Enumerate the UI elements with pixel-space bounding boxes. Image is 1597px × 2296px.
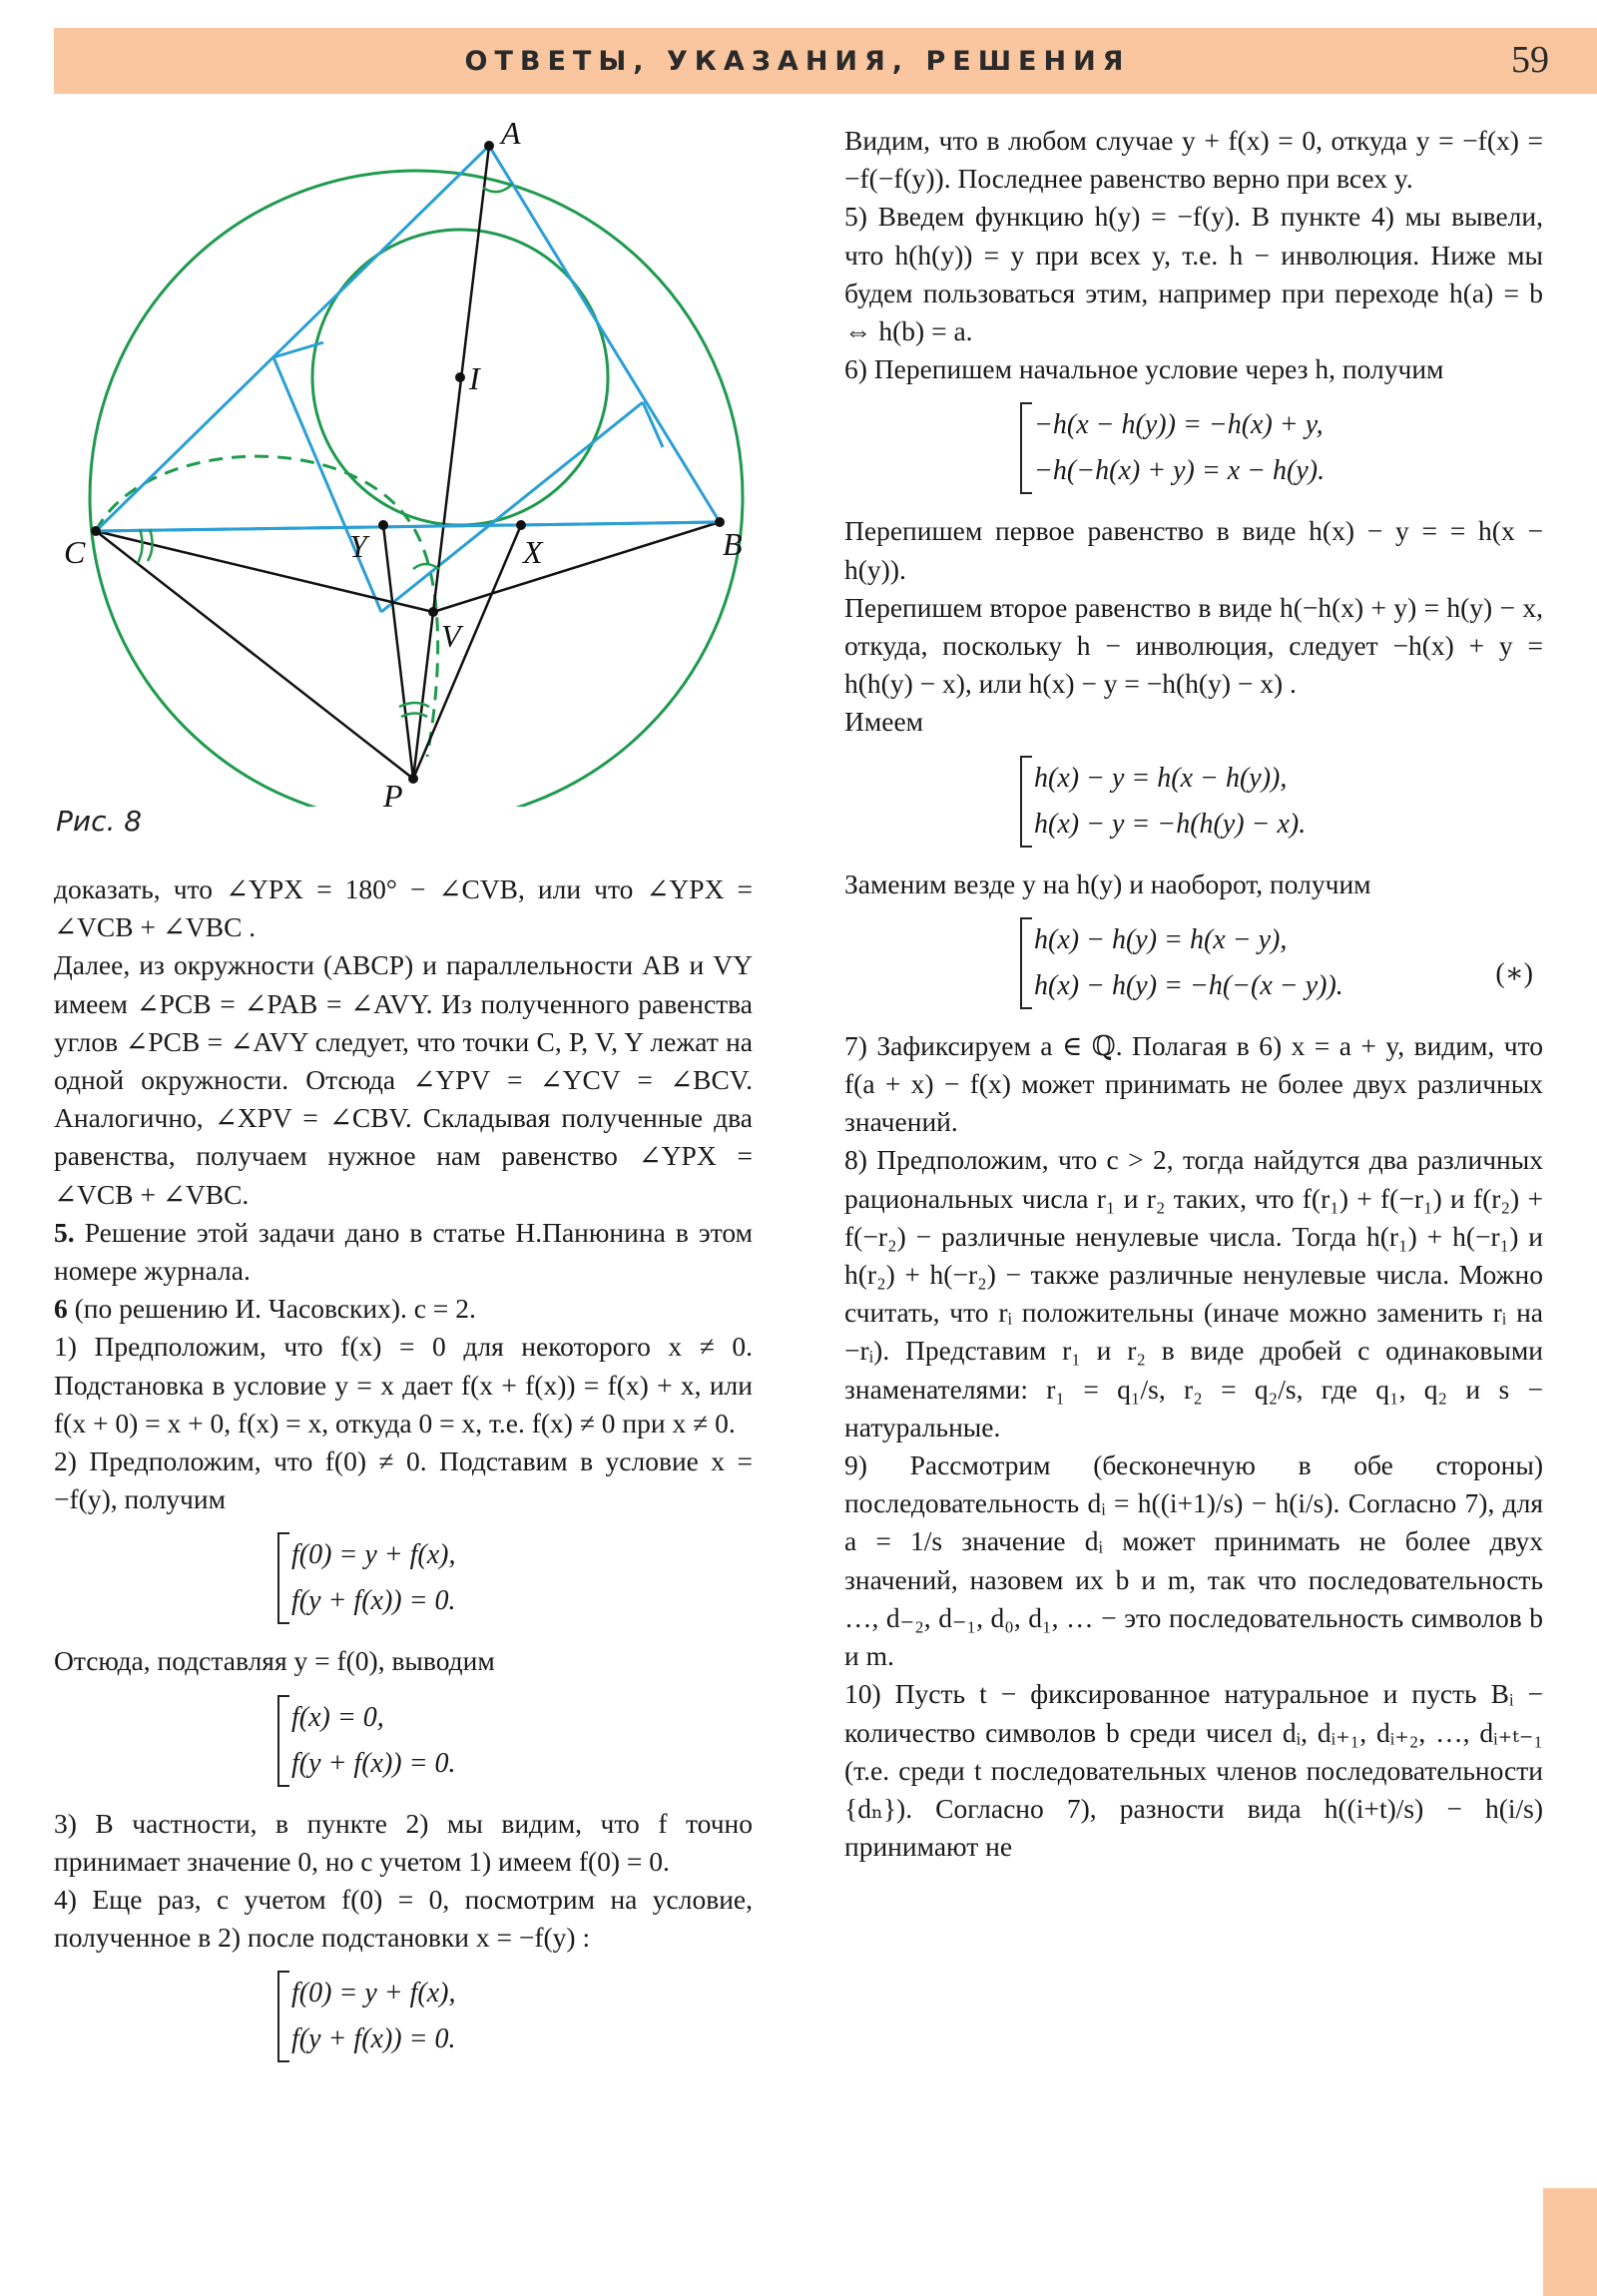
left-column (54, 870, 753, 2080)
circumcircle (90, 171, 743, 807)
problem-number: 5. (54, 1216, 75, 1248)
line-yp (383, 525, 413, 779)
page-number: 59 (1511, 39, 1549, 81)
page-corner-tab (1543, 2188, 1597, 2296)
paragraph: Заменим везде y на h(y) и наоборот, получим (844, 867, 1371, 899)
label-b: B (723, 526, 743, 562)
paragraph: 3) В частности, в пункте 2) мы видим, что f точно принимает значение 0, но с учетом 1) имеем f(0) = 0. (54, 1807, 753, 1877)
paragraph: Видим, что в любом случае y + f(x) = 0, откуда y = −f(x) = −f(−f(y)). Последнее равенство верно при всех y. (844, 125, 1543, 195)
label-a: A (501, 115, 521, 151)
paragraph: 9) Рассмотрим (бесконечную в обе стороны) последовательность dᵢ = h((i+1)/s) − h(i/s). Согласно 7), для a = 1/s значение dᵢ может принимать не более двух значений, назовем их b и m, так что последовательность …, d₋₂, d₋₁, d₀, d₁, … − это последовательность символов b и m. (844, 1449, 1543, 1672)
tangent-segment-2 (381, 402, 643, 612)
geometry-figure (54, 108, 773, 807)
label-y: Y (349, 528, 367, 564)
tangent-segment-1 (273, 357, 381, 612)
paragraph: 4) Еще раз, с учетом f(0) = 0, посмотрим на условие, полученное в 2) после подстановки x = −f(y) : (54, 1884, 753, 1954)
angle-mark-c (138, 529, 143, 563)
paragraph: 1) Предположим, что f(x) = 0 для некоторого x ≠ 0. Подстановка в условие y = x дает f(x + f(x)) = f(x) + x, или f(x + 0) = x + 0, f(x) = x, откуда 0 = x, т.е. f(x) ≠ 0 при x ≠ 0. (54, 1331, 753, 1438)
paragraph: 10) Пусть t − фиксированное натуральное и пусть Bᵢ − количество символов b среди чисел dᵢ, dᵢ₊₁, dᵢ₊₂, …, dᵢ₊ₜ₋₁ (т.е. среди t последовательных членов последовательности {dₙ}). Согласно 7), разности вида h((i+t)/s) − h(i/s) принимают не (844, 1678, 1543, 1863)
label-v: V (441, 618, 461, 654)
problem-number: 6 (54, 1293, 68, 1325)
label-p: P (383, 778, 403, 807)
point-v (428, 607, 438, 617)
paragraph: 5. Решение этой задачи дано в статье Н.Панюнина в этом номере журнала. (54, 1216, 753, 1287)
paragraph: Перепишем второе равенство в виде h(−h(x) + y) = h(y) − x, откуда, поскольку h − инволюция, следует −h(x) + y = h(h(y) − x), или h(x) − y = −h(h(y) − x) . (844, 591, 1543, 700)
paragraph: Имеем (844, 706, 924, 738)
paragraph: 2) Предположим, что f(0) ≠ 0. Подставим в условие x = −f(y), получим (54, 1445, 753, 1515)
equation-system: f(0) = y + f(x), f(y + f(x)) = 0. (277, 1532, 753, 1624)
figure-caption: Рис. 8 (56, 805, 143, 838)
paragraph: доказать, что ∠YPX = 180° − ∠CVB, или что ∠YPX = ∠VCB + ∠VBC . (54, 873, 753, 943)
equation-label: (∗) (1495, 957, 1533, 989)
label-x: X (523, 534, 543, 570)
paragraph: Перепишем первое равенство в виде h(x) − y = = h(x − h(y)). (844, 515, 1543, 585)
equation-system: f(0) = y + f(x), f(y + f(x)) = 0. (277, 1971, 753, 2062)
point-x (516, 520, 526, 530)
paragraph: 6) Перепишем начальное условие через h, получим (844, 353, 1444, 385)
label-i: I (469, 360, 480, 396)
triangle-abc (96, 146, 720, 531)
equation-system: h(x) − y = h(x − h(y)), h(x) − y = −h(h(y) − x). (1020, 756, 1543, 848)
equation-system: h(x) − h(y) = h(x − y), h(x) − h(y) = −h(−(x − y)). (1020, 917, 1543, 1009)
paragraph: 8) Предположим, что c > 2, тогда найдутся два различных рациональных числа r₁ и r₂ таких, что f(r₁) + f(−r₁) и f(r₂) + f(−r₂) − различные ненулевые числа. Тогда h(r₁) + h(−r₁) и h(r₂) + h(−r₂) − также различные ненулевые числа. Можно считать, что rᵢ положительны (иначе можно заменить rᵢ на −rᵢ). Представим r₁ и r₂ в виде дробей с одинаковыми знаменателями: r₁ = q₁/s, r₂ = q₂/s, где q₁, q₂ и s − натуральные. (844, 1144, 1543, 1442)
point-c (91, 526, 101, 536)
equation-row (844, 917, 1543, 1009)
angle-mark-p2 (401, 714, 427, 718)
paragraph: 5) Введем функцию h(y) = −f(y). В пункте 4) мы вывели, что h(h(y)) = y при всех y, т.е. h − инволюция. Ниже мы будем пользоваться этим, например при переходе h(a) = b ⇔ h(b) = a. (844, 201, 1543, 347)
point-a (484, 141, 494, 151)
equation-system: f(x) = 0, f(y + f(x)) = 0. (277, 1695, 753, 1787)
equation-system: −h(x − h(y)) = −h(x) + y, −h(−h(x) + y) = x − h(y). (1020, 402, 1543, 494)
paragraph: Далее, из окружности (ABCP) и параллельности AB и VY имеем ∠PCB = ∠PAB = ∠AVY. Из полученного равенства углов ∠PCB = ∠AVY следует, что точки C, P, V, Y лежат на одной окружности. Отсюда ∠YPV = ∠YCV = ∠BCV. Аналогично, ∠XPV = ∠CBV. Складывая полученные два равенства, получаем нужное нам равенство ∠YPX = ∠VCB + ∠VBC. (54, 949, 753, 1210)
point-y (378, 520, 388, 530)
running-header (54, 28, 1597, 94)
point-p (408, 774, 418, 784)
right-column (844, 122, 1543, 1866)
paragraph: 6 (по решению И. Часовских). c = 2. (54, 1293, 476, 1325)
paragraph: 7) Зафиксируем a ∈ ℚ. Полагая в 6) x = a + y, видим, что f(a + x) − f(x) может принимать не более двух различных значений. (844, 1029, 1543, 1138)
point-i (455, 372, 465, 382)
line-ap (413, 146, 489, 779)
paragraph: Отсюда, подставляя y = f(0), выводим (54, 1645, 495, 1677)
line-cb (96, 522, 720, 531)
section-title: ОТВЕТЫ, УКАЗАНИЯ, РЕШЕНИЯ (464, 46, 1131, 77)
label-c: C (64, 534, 86, 570)
